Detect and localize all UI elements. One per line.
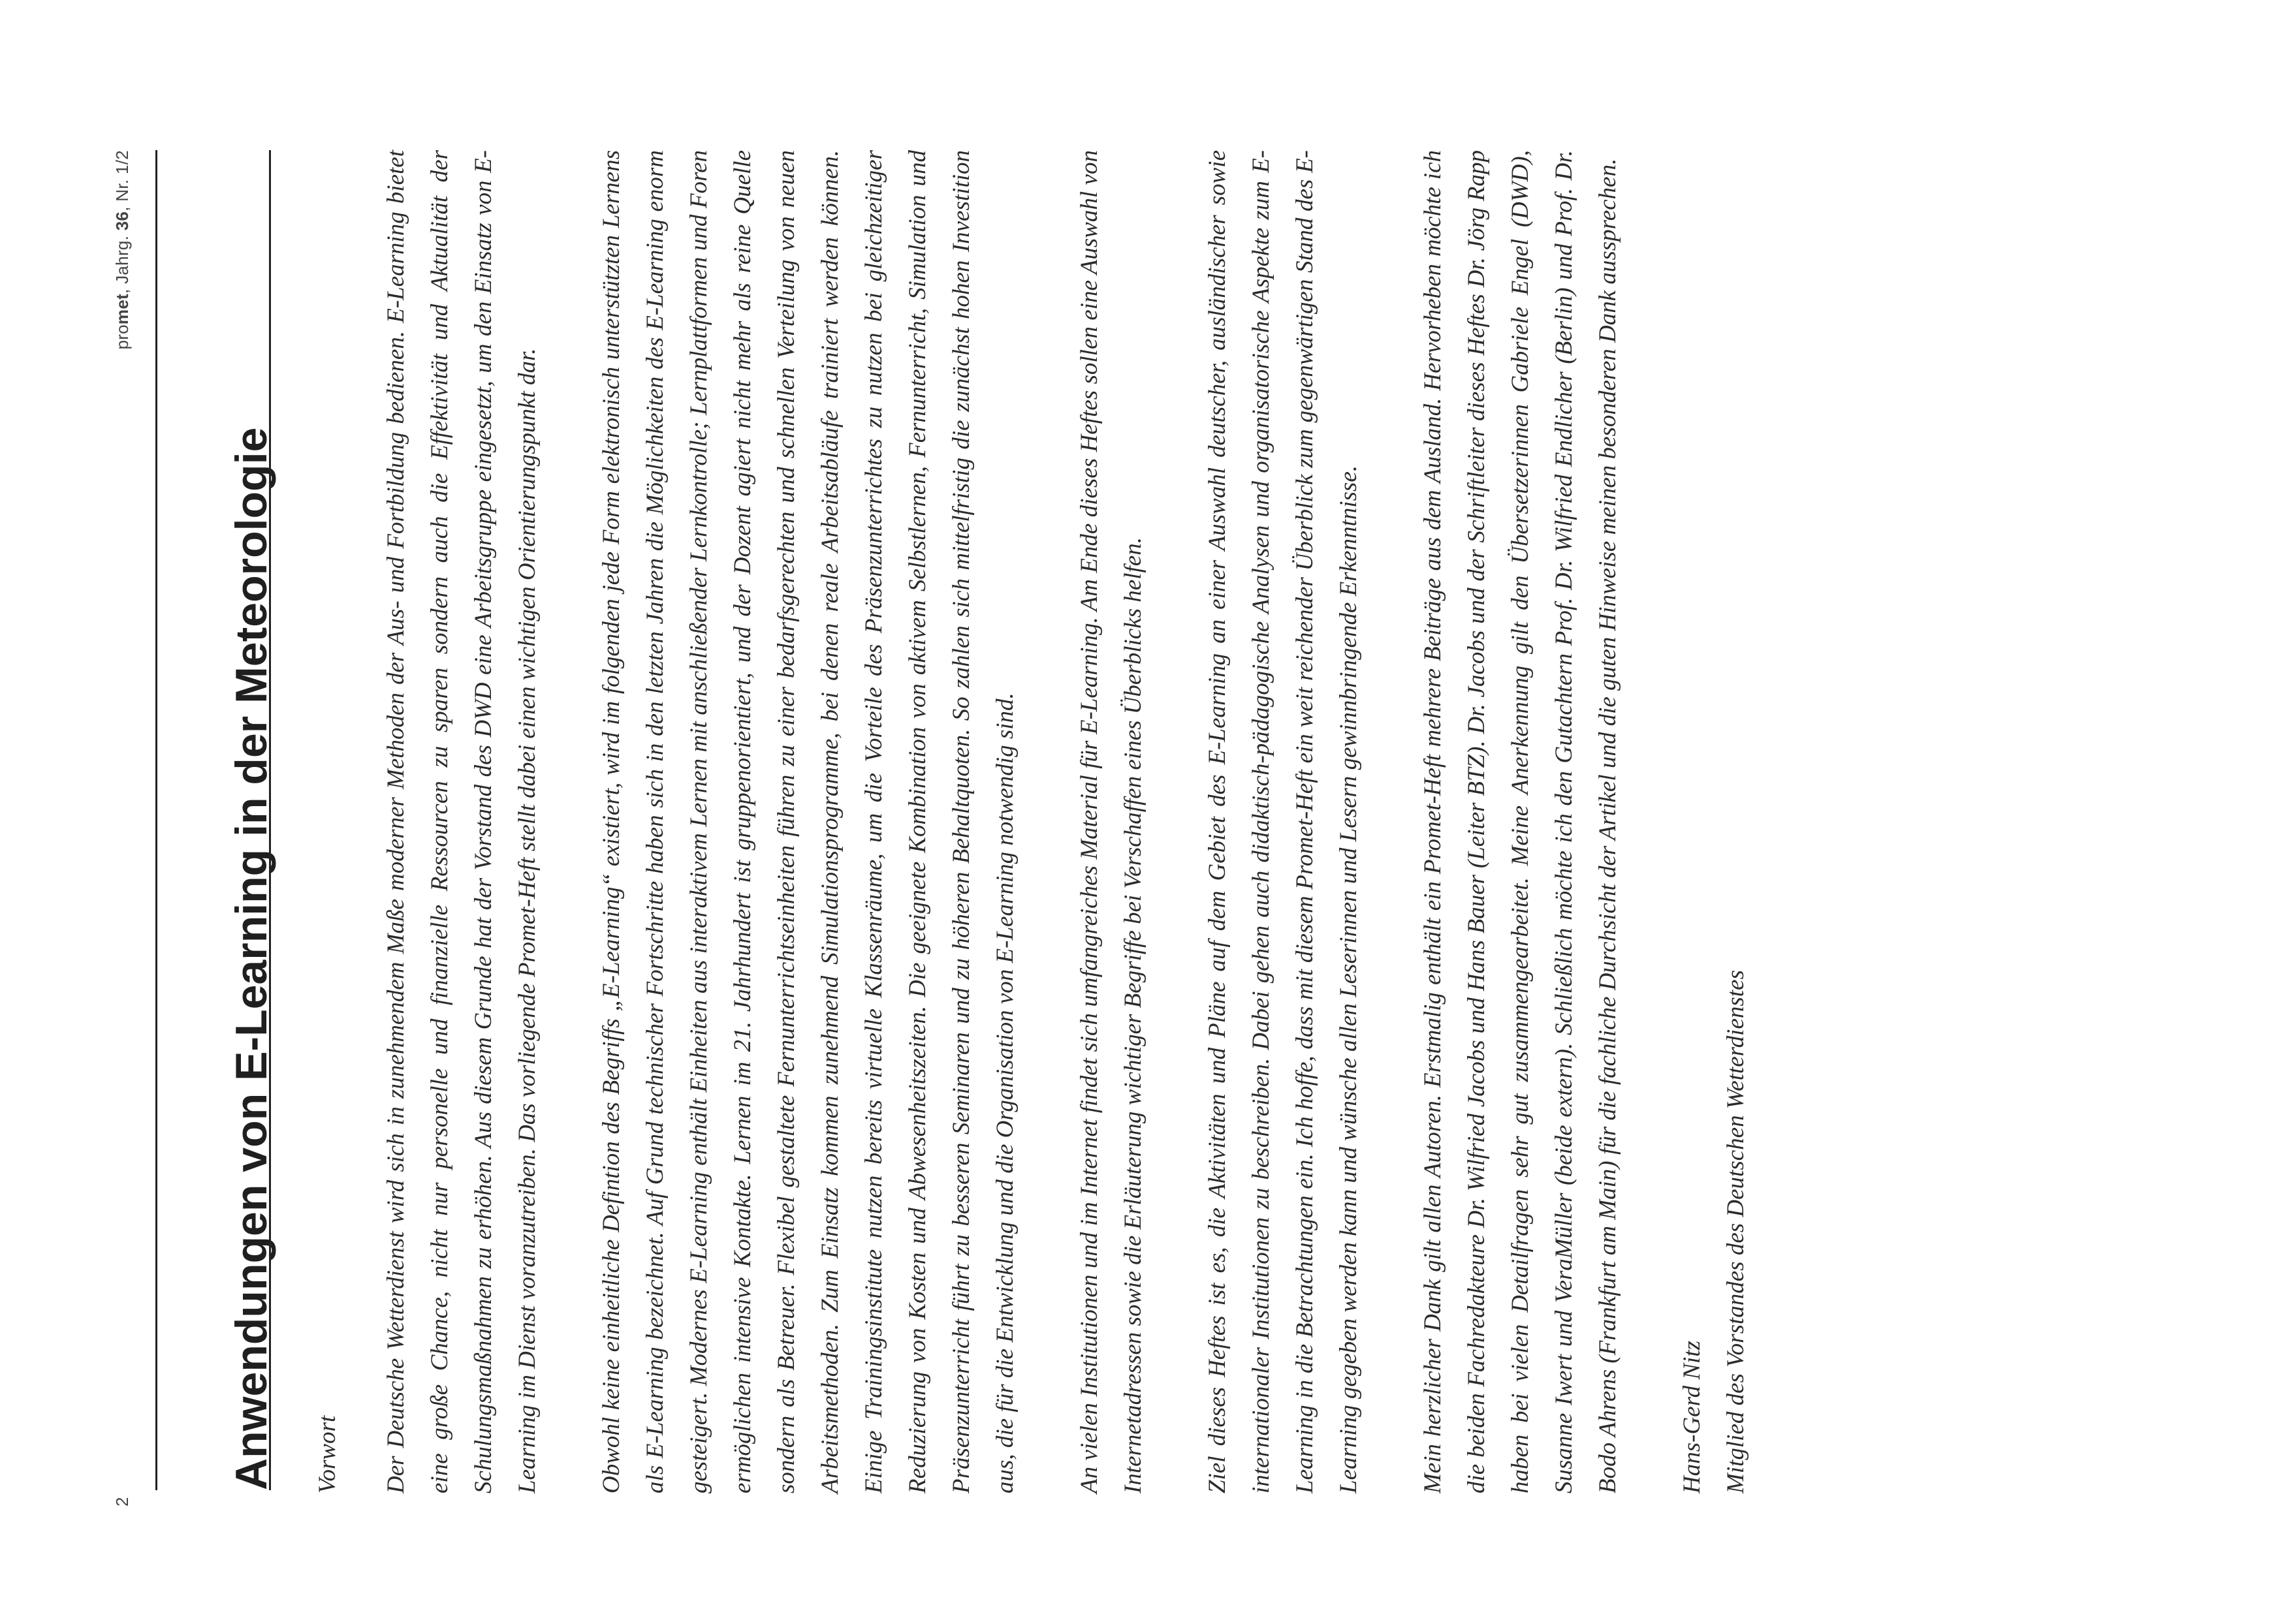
title-rule bbox=[269, 150, 271, 1490]
article-body bbox=[313, 150, 1758, 1493]
running-head bbox=[112, 150, 138, 1507]
top-rule bbox=[155, 150, 157, 1490]
journal-issue: , Nr. 1/2 bbox=[112, 150, 132, 211]
paragraph: Mein herzlicher Dank gilt allen Autoren. Erstmalig enthält ein Promet-Heft mehrere Beiträge aus dem Ausland. Hervorheben möchte ich die beiden Fachredakteure Dr. Wilfried Jacobs und Hans Bauer (Leiter BTZ). Dr. Jacobs und der Schriftleiter dieses Heftes Dr. Jörg Rapp haben bei vielen Detailfragen sehr gut zusammengearbeitet. Meine Anerkennung gilt den Übersetzerinnen Gabriele Engel (DWD), Susanne Iwert und VeraMüller (beide extern). Schließlich möchte ich den Gutachtern Prof. Dr. Wilfried Endlicher (Berlin) und Prof. Dr. Bodo Ahrens (Frankfurt am Main) für die fachliche Durchsicht der Artikel und die guten Hinweise meinen besonderen Dank aussprechen. bbox=[1419, 150, 1621, 1493]
signature-name: Hans-Gerd Nitz bbox=[1679, 1341, 1705, 1493]
journal-reference bbox=[112, 150, 133, 350]
paragraph: Der Deutsche Wetterdienst wird sich in zunehmendem Maße moderner Methoden der Aus- und Fortbildung bedienen. E-Learning bietet eine große Chance, nicht nur personelle und finanzielle Ressourcen zu sparen sondern auch die Effektivität und Aktualität der Schulungsmaßnahmen zu erhöhen. Aus diesem Grunde hat der Vorstand des DWD eine Arbeitsgruppe eingesetzt, um den Einsatz von E-Learning im Dienst voranzutreiben. Das vorliegende Promet-Heft stellt dabei einen wichtigen Orientierungspunkt dar. bbox=[383, 150, 541, 1493]
journal-prefix: pro bbox=[112, 324, 132, 350]
paragraph: Obwohl keine einheitliche Defintion des Begriffs „E-Learning“ existiert, wird im folgenden jede Form elektronisch unterstützten Lernens als E-Learning bezeichnet. Auf Grund technischer Fortschritte haben sich in den letzten Jahren die Möglichkeiten des E-Learning enorm gesteigert. Modernes E-Learning enthält Einheiten aus interaktivem Lernen mit anschließender Lernkontrolle; Lernplattformen und Foren ermöglichen intensive Kontakte. Lernen im 21. Jahrhundert ist gruppenorientiert, und der Dozent agiert nicht mehr als reine Quelle sondern als Betreuer. Flexibel gestaltete Fernunterrichtseinheiten führen zu einer bedarfsgerechten und schnellen Verteilung von neuen Arbeitsmethoden. Zum Einsatz kommen zunehmend Simulationsprogramme, bei denen reale Arbeitsabläufe trainiert werden können. Einige Trainingsinstitute nutzen bereits virtuelle Klassenräume, um die Vorteile des Präsenzunterrichtes zu nutzen bei gleichzeitiger Reduzierung von Kosten und Abwesenheitszeiten. Die geeignete Kombination von aktivem Selbstlernen, Fernunterricht, Simulation und Präsenzunterricht führt zu besseren Seminaren und zu höheren Behaltquoten. So zahlen sich mittelfristig die zunächst hohen Investition aus, die für die Entwicklung und die Organisation von E-Learning notwendig sind. bbox=[598, 150, 1019, 1493]
paragraph: Ziel dieses Heftes ist es, die Aktivitäten und Pläne auf dem Gebiet des E-Learning an einer Auswahl deutscher, ausländischer sowie internationaler Institutionen zu beschreiben. Dabei gehen auch didaktisch-pädagogische Analysen und organisatorische Aspekte zum E-Learning in die Betrachtungen ein. Ich hoffe, dass mit diesem Promet-Heft ein weit reichender Überblick zum gegenwärtigen Stand des E-Learning gegeben werden kann und wünsche allen Leserinnen und Lesern gewinnbringende Erkenntnisse. bbox=[1204, 150, 1362, 1493]
paragraph: An vielen Institutionen und im Internet findet sich umfangreiches Material für E-Learning. Am Ende dieses Heftes sollen eine Auswahl von Internetadressen sowie die Erläuterung wichtiger Begriffe bei Verschaffen eines Überblicks helfen. bbox=[1076, 150, 1147, 1493]
article-title: Anwendungen von E-Learning in der Meteorologie bbox=[226, 427, 276, 1490]
page-number: 2 bbox=[112, 1497, 132, 1507]
journal-middle: , Jahrg. bbox=[112, 230, 132, 294]
signature bbox=[1670, 150, 1758, 1493]
section-label: Vorwort bbox=[314, 1415, 341, 1493]
journal-volume: 36 bbox=[112, 211, 132, 231]
signature-role: Mitglied des Vorstandes des Deutschen Wetterdienstes bbox=[1722, 970, 1749, 1493]
journal-brand: met bbox=[112, 293, 132, 325]
